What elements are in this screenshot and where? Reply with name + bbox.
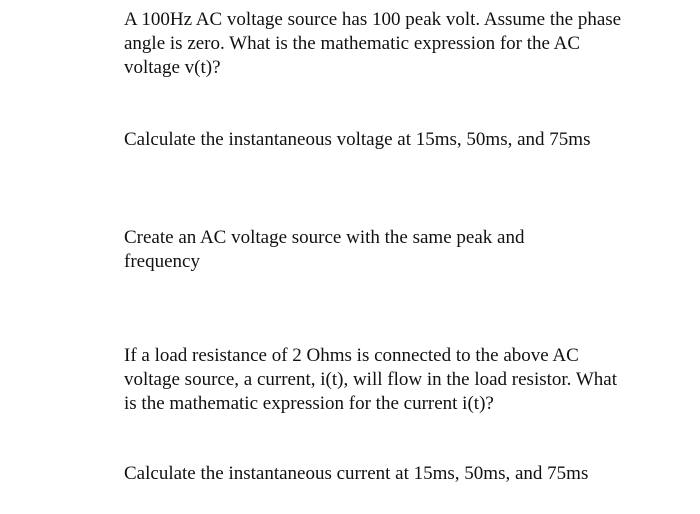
question-create-source: Create an AC voltage source with the same peak and frequency [124, 227, 525, 272]
question-current-expression: If a load resistance of 2 Ohms is connected to the above AC voltage source, a current, i(t), will flow in the load resistor. What is the mathematic expression for the current i(t)? [124, 345, 617, 414]
question-instantaneous-voltage: Calculate the instantaneous voltage at 15ms, 50ms, and 75ms [124, 129, 591, 150]
question-instantaneous-current: Calculate the instantaneous current at 15ms, 50ms, and 75ms [124, 463, 589, 484]
question-voltage-expression: A 100Hz AC voltage source has 100 peak volt. Assume the phase angle is zero. What is the mathematic expression for the AC voltage v(t)? [124, 9, 622, 78]
